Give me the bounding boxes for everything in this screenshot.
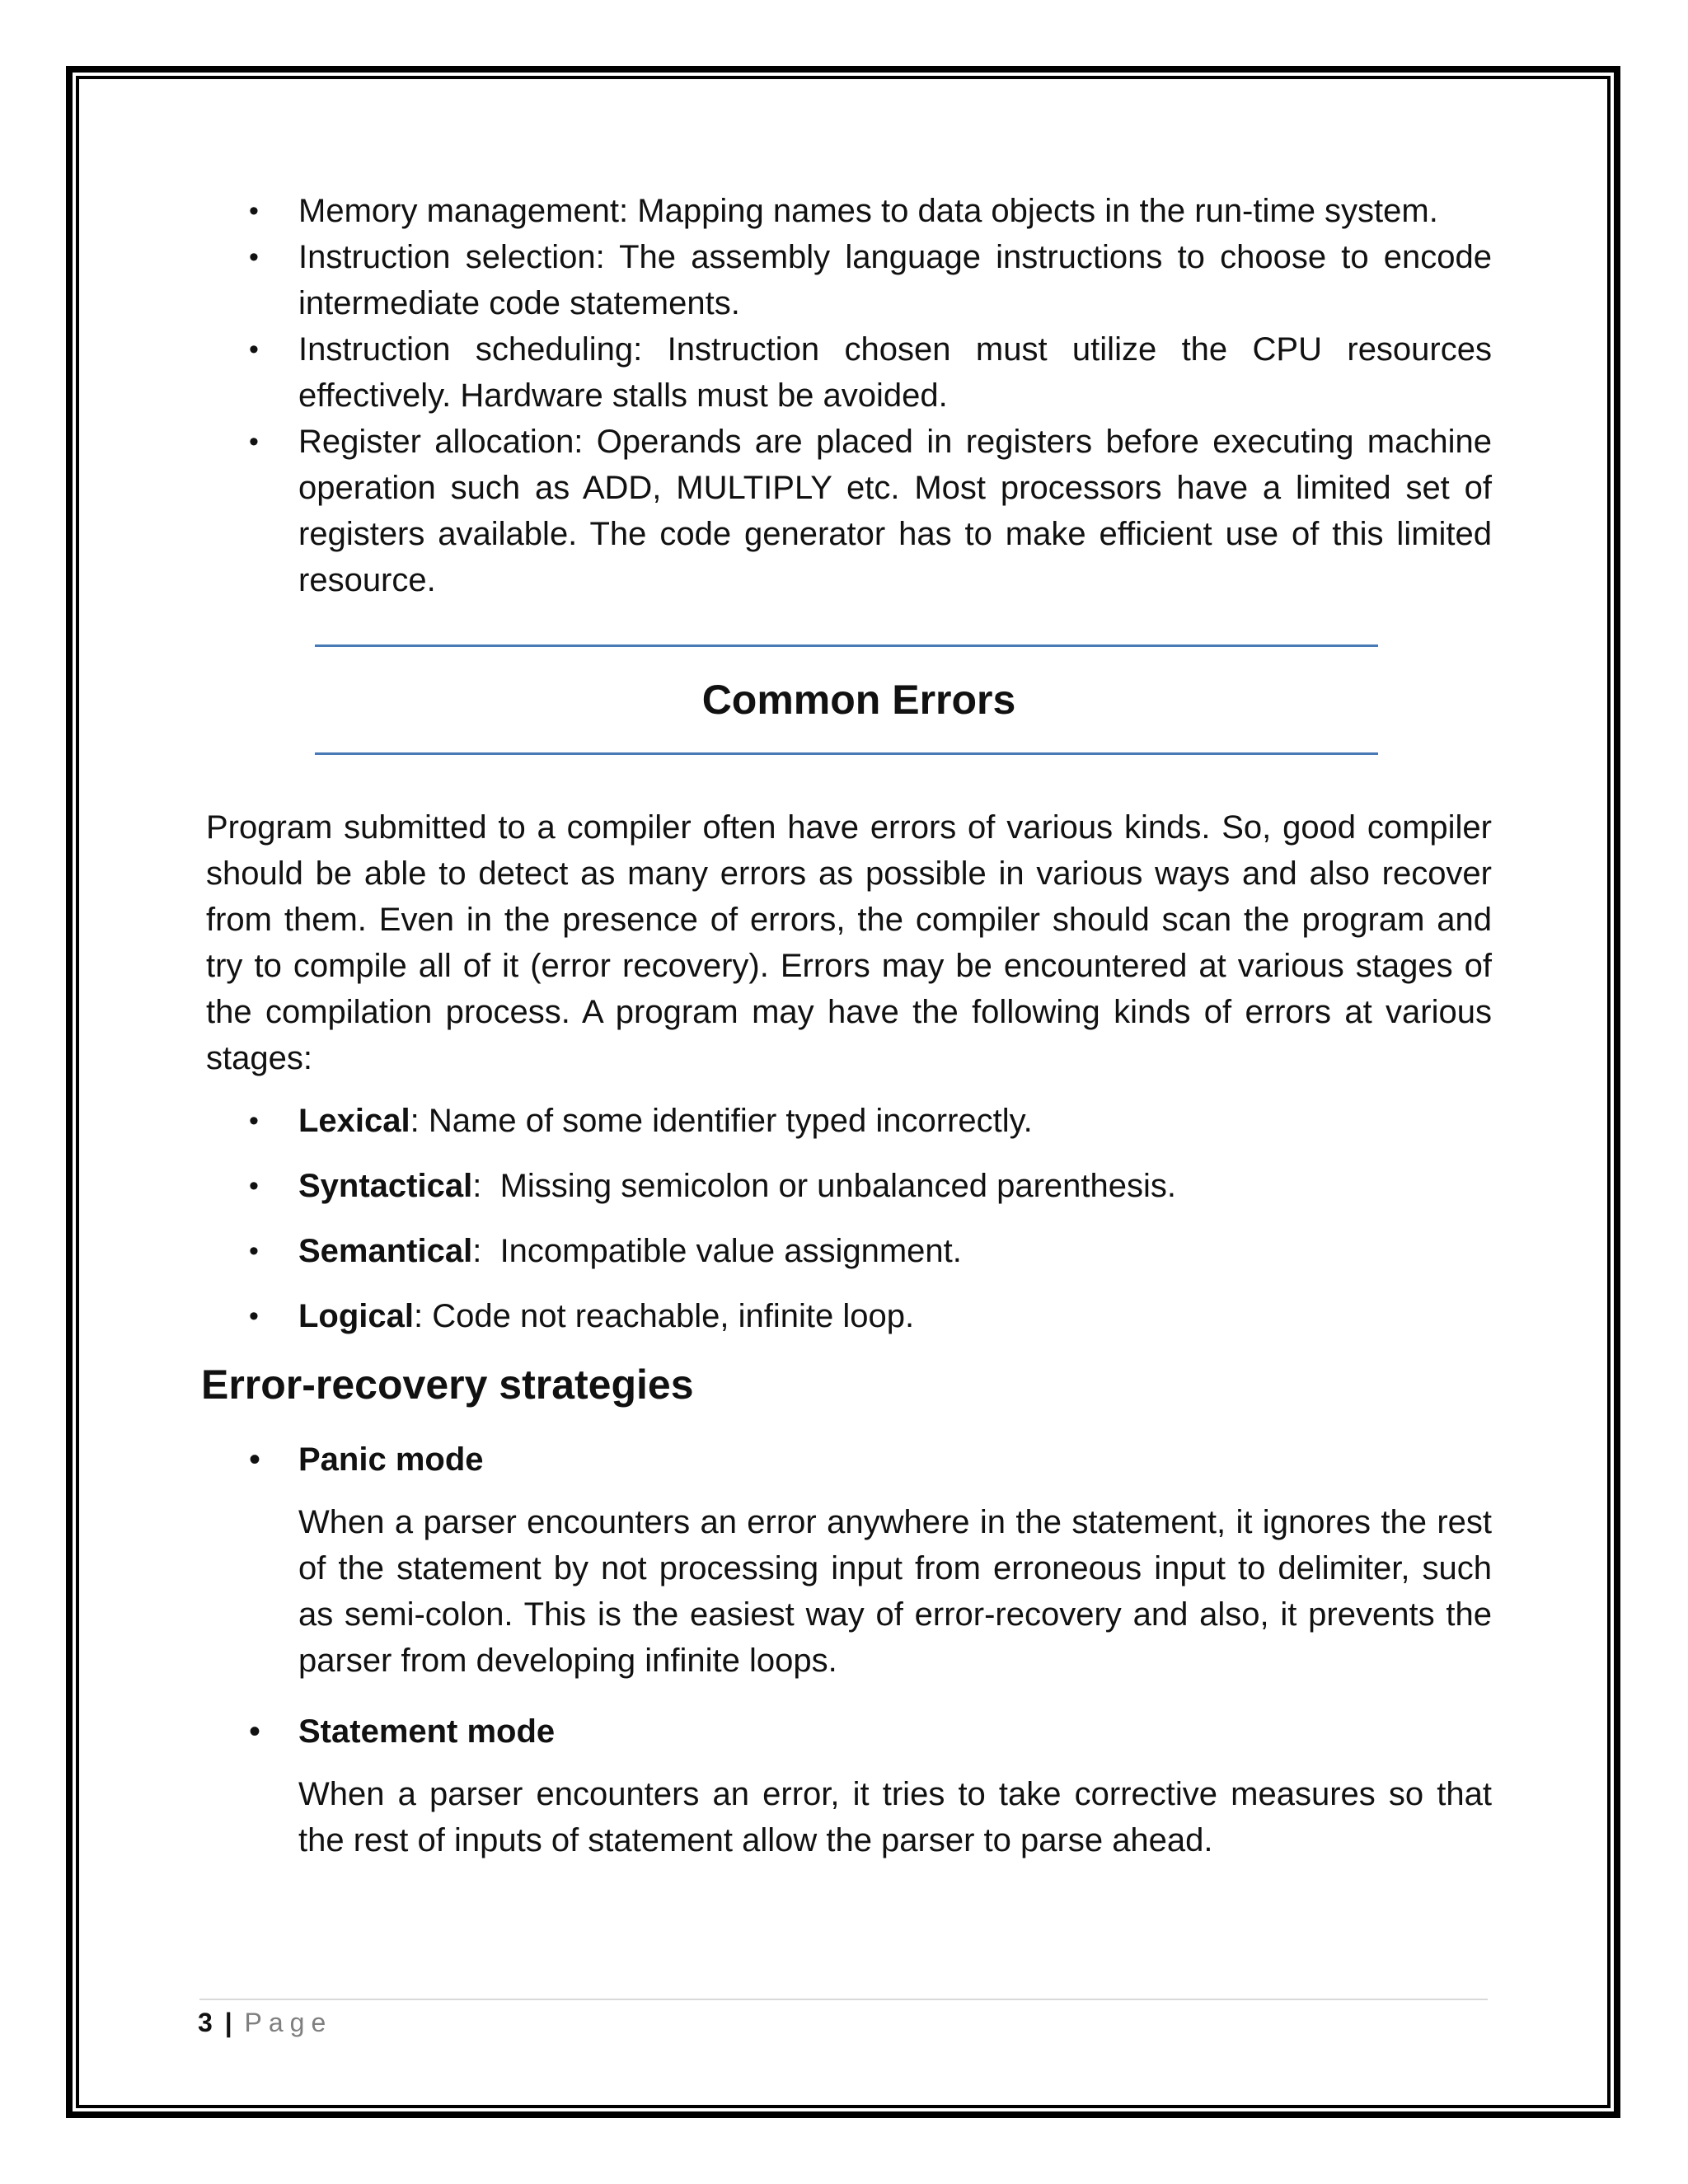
bullet-icon: • [249, 1713, 261, 1750]
error-desc: Code not reachable, infinite loop. [432, 1298, 915, 1334]
list-item [206, 326, 1492, 419]
bullet-icon: • [249, 1170, 259, 1202]
error-term: Logical [298, 1298, 415, 1334]
section-heading-block [206, 644, 1492, 755]
error-term: Syntactical [298, 1168, 473, 1204]
page-label: Page [244, 2008, 333, 2037]
intro-paragraph: Program submitted to a compiler often have errors of various kinds. So, good compiler should be able to detect as many errors as possible in various ways and also recover from them. Even in the presence of errors, the compiler should scan the program and try to compile all of it (error recovery). Errors may be encountered at various stages of the compilation process. A program may have the following kinds of errors at various stages: [206, 809, 1492, 1076]
list-item [206, 419, 1492, 603]
page-separator: | [224, 2008, 232, 2037]
strategy-desc: When a parser encounters an error anywhere in the statement, it ignores the rest of the statement by not processing input from erroneous input to delimiter, such as semi-colon. This is the easiest way of error-recovery and also, it prevents the parser from developing infinite loops. [298, 1504, 1492, 1679]
error-term: Semantical [298, 1233, 473, 1269]
list-item: • Lexical: Name of some identifier typed incorrectly. [206, 1098, 1492, 1144]
page-number: 3 [198, 2008, 213, 2037]
error-kinds-list [206, 1098, 1492, 1339]
bullet-icon: • [249, 1235, 259, 1267]
heading-rule-top [315, 644, 1378, 647]
bullet-icon: • [249, 334, 259, 365]
heading-rule-bottom [315, 752, 1378, 755]
strategy-title: Statement mode [298, 1713, 556, 1750]
list-item [206, 188, 1492, 234]
strategy-item [206, 1708, 1492, 1863]
bullet-icon: • [249, 1105, 259, 1137]
page-content [201, 188, 1492, 1863]
strategy-desc: When a parser encounters an error, it tries to take corrective measures so that the rest of inputs of statement allow the parser to parse ahead. [298, 1776, 1492, 1858]
bullet-icon: • [249, 241, 259, 273]
error-desc: Name of some identifier typed incorrectly. [428, 1103, 1033, 1139]
error-term: Lexical [298, 1103, 410, 1139]
bullet-icon: • [249, 1441, 261, 1478]
recovery-heading: Error-recovery strategies [201, 1361, 694, 1408]
error-desc: Missing semicolon or unbalanced parenthesis. [490, 1168, 1177, 1204]
list-item-text: Register allocation: Operands are placed in registers before executing machine operation such as ADD, MULTIPLY etc. Most processors have a limited set of registers available. The code generator has to make efficient use of this limited resource. [298, 424, 1492, 598]
page-footer [198, 2004, 332, 2041]
bullet-icon: • [249, 195, 259, 227]
list-item [206, 234, 1492, 326]
list-item-text: Instruction selection: The assembly language instructions to choose to encode intermediate code statements. [298, 239, 1492, 321]
strategy-item [206, 1436, 1492, 1684]
bullet-icon: • [249, 1301, 259, 1332]
section-title: Common Errors [701, 677, 1016, 723]
error-desc: Incompatible value assignment. [490, 1233, 962, 1269]
bullet-icon: • [249, 426, 259, 457]
list-item-text: Instruction scheduling: Instruction chosen must utilize the CPU resources effectively. Hardware stalls must be avoided. [298, 331, 1492, 414]
footer-rule [199, 1999, 1488, 2000]
list-item-text: Memory management: Mapping names to data objects in the run-time system. [298, 193, 1438, 229]
strategy-title: Panic mode [298, 1441, 484, 1478]
list-item: • Semantical: Incompatible value assignment. [206, 1228, 1492, 1274]
code-generator-tasks-list [206, 188, 1492, 603]
list-item: • Logical: Code not reachable, infinite loop. [206, 1293, 1492, 1339]
list-item: • Syntactical: Missing semicolon or unbalanced parenthesis. [206, 1163, 1492, 1209]
